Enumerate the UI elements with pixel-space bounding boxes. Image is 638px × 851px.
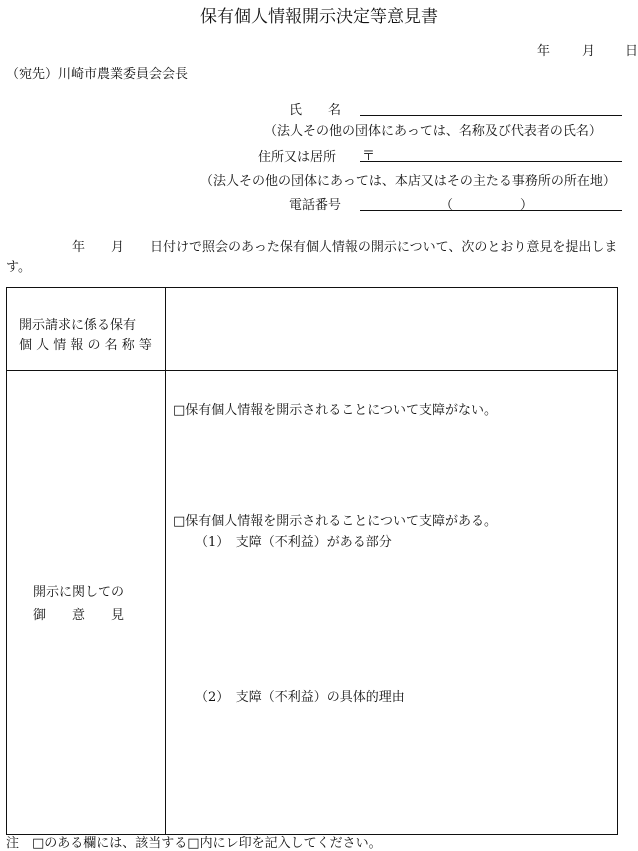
name-label: 氏 名: [289, 103, 342, 118]
sub-item-2: （2） 支障（不利益）の具体的理由: [195, 690, 405, 705]
address-note: （法人その他の団体にあっては、本店又はその主たる事務所の所在地）: [200, 174, 616, 189]
table-row-divider: [7, 370, 617, 371]
phone-close-paren: ）: [520, 198, 534, 213]
option-no-hindrance[interactable]: □保有個人情報を開示されることについて支障がない。: [173, 403, 498, 418]
info-name-field[interactable]: [166, 289, 616, 369]
row1-label-line2: 個 人 情 報 の 名 称 等: [19, 338, 152, 353]
document-title: 保有個人情報開示決定等意見書: [200, 7, 438, 27]
month-label: 月: [582, 44, 596, 59]
body-text: 年 月 日付けで照会のあった保有個人情報の開示について、次のとおり意見を提出します。: [6, 240, 618, 275]
day-label: 日: [625, 44, 638, 59]
address-label: 住所又は居所: [258, 150, 337, 165]
year-label: 年: [537, 44, 551, 59]
phone-field[interactable]: [360, 194, 622, 211]
name-field[interactable]: [360, 99, 622, 116]
address-field[interactable]: [360, 146, 622, 162]
row2-label-line2: 御 意 見: [33, 608, 125, 623]
phone-open-paren: （: [440, 198, 454, 213]
phone-label: 電話番号: [289, 198, 342, 213]
sub-item-1: （1） 支障（不利益）がある部分: [195, 535, 392, 550]
row2-label-line1: 開示に関しての: [33, 585, 125, 600]
option-hindrance[interactable]: □保有個人情報を開示されることについて支障がある。: [173, 514, 498, 529]
opinion-table: [6, 287, 618, 835]
name-note: （法人その他の団体にあっては、名称及び代表者の氏名）: [264, 124, 602, 139]
postal-mark: 〒: [362, 149, 376, 164]
row1-label-line1: 開示請求に係る保有: [19, 318, 137, 333]
addressee: （宛先）川崎市農業委員会会長: [6, 67, 189, 82]
footnote: 注 □のある欄には、該当する□内にレ印を記入してください。: [6, 836, 382, 851]
